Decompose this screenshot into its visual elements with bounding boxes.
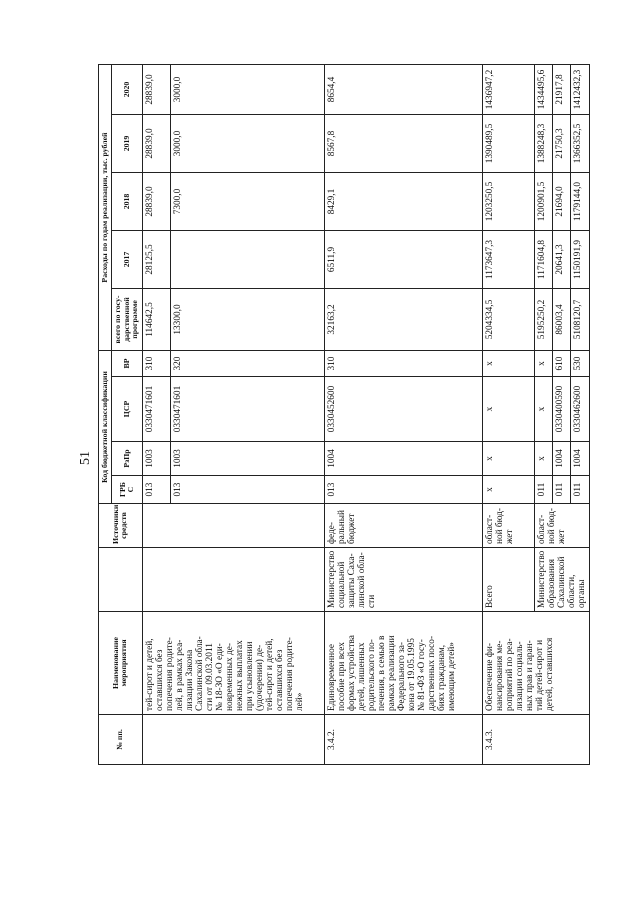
row-name: Единовременное пособие при всех формах устройства детей, лишенных родительского по- печения, в семью в рамках реализации Федерального за- кона от 19.05.1995 № 81-ФЗ «О госу- дарственных посо- биях гражданам, имеющим детей» [324,612,482,715]
row-name: Обеспечение фи- нансирования ме- роприятий по реа- лизации социаль- ных прав и гаран- тий детей-сирот и детей, оставшихся [482,612,589,715]
col-csr-header: ЦСР [112,377,142,442]
cell-vr: 310 [324,351,482,377]
cell-csr: 0330471601 [142,377,170,442]
cell-2019: 21750,3 [553,115,571,173]
cell-2019: 1388248,3 [534,115,552,173]
cell-2018: 28839,0 [142,173,170,231]
cell-2018: 1179144,0 [571,173,589,231]
cell-rzpr: 1004 [571,442,589,476]
cell-rzpr: 1004 [553,442,571,476]
col-num-header: № пп. [99,715,143,765]
cell-2017: 20641,3 [553,231,571,289]
table-row [324,64,482,764]
row-executor: Министерство образования Сахалинской области, органы [534,548,589,612]
page-number: 51 [78,451,93,465]
col-2019-header: 2019 [112,115,142,173]
cell-2018: 1200901,5 [534,173,552,231]
cell-rzpr: х [534,442,552,476]
cell-grbs: 013 [170,476,324,504]
cell-total: 114642,5 [142,289,170,351]
cell-total: 5204334,5 [482,289,534,351]
cell-2018: 7300,0 [170,173,324,231]
cell-vr: х [482,351,534,377]
cell-csr: х [534,377,552,442]
cell-grbs: 013 [324,476,482,504]
col-source-header: Источники средств [99,504,143,548]
cell-rzpr: 1003 [142,442,170,476]
row-executor-total: Всего [482,548,534,612]
row-executor: Министерство социальной защиты Саха- линской обла- сти [324,548,482,612]
cell-grbs: 011 [571,476,589,504]
cell-2017: 1173647,3 [482,231,534,289]
cell-vr: 320 [170,351,324,377]
cell-2017: 1150191,9 [571,231,589,289]
cell-2019: 1390489,5 [482,115,534,173]
cell-total: 5108120,7 [571,289,589,351]
table-row [482,64,534,764]
table-row [142,64,170,764]
cell-vr: 530 [571,351,589,377]
cell-rzpr: 1003 [170,442,324,476]
cell-rzpr: х [482,442,534,476]
row-source [142,504,324,548]
cell-2017 [170,231,324,289]
cell-total: 5195250,2 [534,289,552,351]
cell-2019: 3000,0 [170,115,324,173]
budget-code-header: Код бюджетной классификации [99,351,112,504]
cell-2017: 6511,9 [324,231,482,289]
row-source: област- ной бюд- жет [482,504,534,548]
col-vr-header: ВР [112,351,142,377]
col-name-header: Наименование мероприятия [99,612,143,715]
cell-total: 13300,0 [170,289,324,351]
row-source: феде- ральный бюджет [324,504,482,548]
cell-2020: 3000,0 [170,64,324,114]
cell-csr: х [482,377,534,442]
cell-2020: 1412432,3 [571,64,589,114]
cell-grbs: 011 [534,476,552,504]
cell-2018: 8429,1 [324,173,482,231]
cell-2020: 1436947,2 [482,64,534,114]
cell-2019: 8567,8 [324,115,482,173]
col-total-header: всего по госу-дарственной программе [112,289,142,351]
cell-vr: х [534,351,552,377]
cell-2020: 8654,4 [324,64,482,114]
row-name: тей-сирот и детей, оставшихся без попечения родите- лей, в рамках реа- лизации Закона Сахалинской обла- сти от 09.03.2011 № 18-ЗО «О еди- новременных де- нежных выплатах при усыновлении (удочерении) де- тей-сирот и детей, оставшихся без попечения родите- лей» [142,612,324,715]
header-row-1 [99,64,112,764]
expenses-header: Расходы по годам реализации, тыс. рублей [99,64,112,350]
row-num: 3.4.2. [324,715,482,765]
cell-csr: 0330452600 [324,377,482,442]
cell-total: 86003,4 [553,289,571,351]
col-rzpr-header: РзПр [112,442,142,476]
col-2018-header: 2018 [112,173,142,231]
row-num [142,715,324,765]
cell-2020: 28839,0 [142,64,170,114]
cell-csr: 0330400590 [553,377,571,442]
cell-2020: 1434495,6 [534,64,552,114]
cell-2018: 1203250,5 [482,173,534,231]
cell-2019: 1366352,5 [571,115,589,173]
cell-grbs: 011 [553,476,571,504]
budget-table [98,64,590,765]
cell-2017: 1171604,8 [534,231,552,289]
cell-2017: 28125,5 [142,231,170,289]
col-2020-header: 2020 [112,64,142,114]
cell-grbs: х [482,476,534,504]
row-source: област- ной бюд- жет [534,504,589,548]
cell-total: 32163,2 [324,289,482,351]
col-executor-header [99,548,143,612]
cell-vr: 310 [142,351,170,377]
col-2017-header: 2017 [112,231,142,289]
cell-rzpr: 1004 [324,442,482,476]
row-executor [142,548,324,612]
row-num: 3.4.3. [482,715,589,765]
cell-csr: 0330462600 [571,377,589,442]
cell-2019: 28839,0 [142,115,170,173]
col-grbs-header: ГРБ С [112,476,142,504]
cell-2020: 21917,8 [553,64,571,114]
cell-2018: 21694,0 [553,173,571,231]
cell-grbs: 013 [142,476,170,504]
cell-csr: 0330471601 [170,377,324,442]
cell-vr: 610 [553,351,571,377]
